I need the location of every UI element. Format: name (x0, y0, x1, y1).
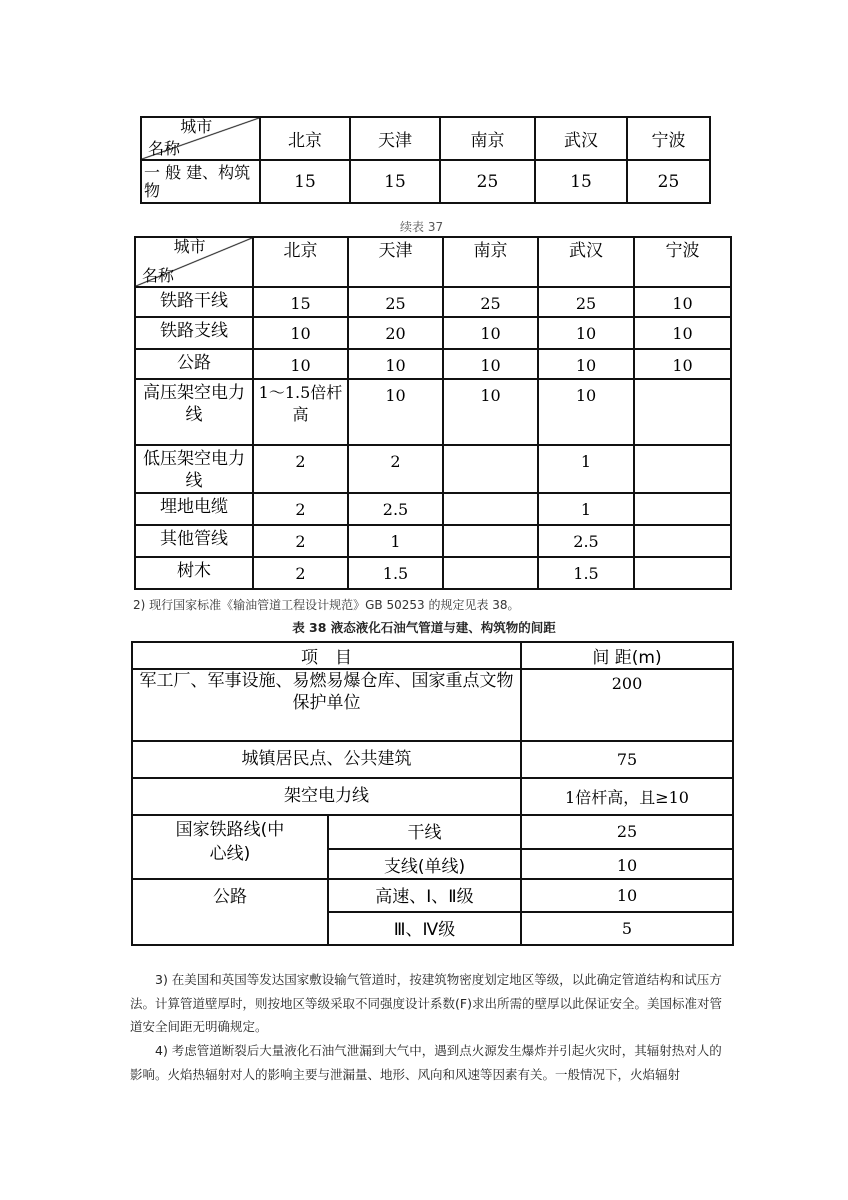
table-cell: 75 (521, 741, 733, 778)
table-cell: 10 (348, 379, 443, 445)
table-cell: 10 (538, 349, 634, 379)
header-corner-bottom: 名称 (142, 266, 175, 285)
row-label: 低压架空电力线 (135, 445, 253, 493)
row-label: 干线 (328, 815, 521, 849)
table-cell: 200 (521, 669, 733, 741)
city-header: 天津 (348, 237, 443, 287)
note-2: 2) 现行国家标准《输油管道工程设计规范》GB 50253 的规定见表 38。 (133, 598, 520, 612)
table-cell: 10 (253, 317, 348, 349)
table-cell: 10 (253, 349, 348, 379)
table-cell: 2 (253, 445, 348, 493)
table-cell: 15 (535, 160, 627, 203)
row-label: 一 般 建、构筑物 (141, 160, 260, 203)
table-caption-continued: 续表 37 (400, 220, 444, 234)
city-header: 南京 (443, 237, 538, 287)
city-header: 南京 (440, 117, 535, 160)
table-cell (443, 445, 538, 493)
city-header: 宁波 (634, 237, 731, 287)
table-cell: 25 (440, 160, 535, 203)
header-corner-bottom: 名称 (148, 139, 181, 158)
row-label: 其他管线 (135, 525, 253, 557)
table-cell: 1.5 (348, 557, 443, 589)
row-label: 高压架空电力线 (135, 379, 253, 445)
table-cell: 2.5 (538, 525, 634, 557)
table-cell (634, 493, 731, 525)
column-header-distance: 间 距(m) (521, 642, 733, 669)
paragraph-3: 3) 在美国和英国等发达国家敷设输气管道时，按建筑物密度划定地区等级，以此确定管道结构和试压方法。计算管道壁厚时，则按地区等级采取不同强度设计系数(F)求出所需的壁厚以此保证安全。美国标准对管道安全间距无明确规定。 (130, 972, 722, 1034)
row-label: 埋地电缆 (135, 493, 253, 525)
row-label: 铁路支线 (135, 317, 253, 349)
table-cell: 15 (253, 287, 348, 317)
table-cell (443, 525, 538, 557)
table-cell: 10 (443, 379, 538, 445)
table-cell: 1倍杆高，且≥10 (521, 778, 733, 815)
city-header: 宁波 (627, 117, 710, 160)
table-cell: 10 (521, 879, 733, 912)
table-cell (443, 493, 538, 525)
city-header: 武汉 (538, 237, 634, 287)
table-cell: 2 (348, 445, 443, 493)
row-label: 铁路干线 (135, 287, 253, 317)
row-label: 军工厂、军事设施、易燃易爆仓库、国家重点文物保护单位 (132, 669, 521, 741)
paragraph-4: 4) 考虑管道断裂后大量液化石油气泄漏到大气中，遇到点火源发生爆炸并引起火灾时，其辐射热对人的影响。火焰热辐射对人的影响主要与泄漏量、地形、风向和风速等因素有关。一般情况下，火焰辐射 (130, 1043, 722, 1082)
row-label: 架空电力线 (132, 778, 521, 815)
table-37-continued (134, 236, 732, 590)
table-cell: 1 (538, 493, 634, 525)
table-38-title: 表 38 液态液化石油气管道与建、构筑物的间距 (292, 620, 556, 635)
table-cell (443, 557, 538, 589)
column-header-item: 项 目 (132, 642, 521, 669)
table-cell: 2 (253, 525, 348, 557)
table-cell: 25 (348, 287, 443, 317)
table-38 (131, 641, 734, 946)
table-cell: 2 (253, 557, 348, 589)
table-cell: 1 (348, 525, 443, 557)
table-37-top (140, 116, 711, 204)
header-corner-top: 城市 (180, 117, 213, 136)
table-cell: 10 (521, 849, 733, 879)
table-cell: 2 (253, 493, 348, 525)
row-label: 城镇居民点、公共建筑 (132, 741, 521, 778)
table-cell: 10 (634, 287, 731, 317)
table-cell: 25 (627, 160, 710, 203)
table-cell: 10 (538, 317, 634, 349)
table-cell: 25 (538, 287, 634, 317)
table-cell: 1.5 (538, 557, 634, 589)
row-label: 公路 (135, 349, 253, 379)
row-label: Ⅲ、Ⅳ级 (328, 912, 521, 945)
city-header: 天津 (350, 117, 440, 160)
table-cell (634, 445, 731, 493)
row-label: 高速、Ⅰ、Ⅱ级 (328, 879, 521, 912)
table-cell: 10 (634, 317, 731, 349)
table-cell: 10 (538, 379, 634, 445)
table-cell: 10 (443, 349, 538, 379)
table-cell: 1 (538, 445, 634, 493)
table-cell: 10 (348, 349, 443, 379)
table-cell: 2.5 (348, 493, 443, 525)
table-cell (634, 557, 731, 589)
table-cell: 10 (443, 317, 538, 349)
row-label: 支线(单线) (328, 849, 521, 879)
row-label: 树木 (135, 557, 253, 589)
table-cell: 25 (443, 287, 538, 317)
header-corner-cell (135, 237, 253, 287)
table-cell: 20 (348, 317, 443, 349)
table-cell: 5 (521, 912, 733, 945)
city-header: 北京 (260, 117, 350, 160)
header-corner-top: 城市 (173, 237, 206, 256)
table-cell (634, 525, 731, 557)
row-label: 公路 (132, 879, 328, 945)
table-cell: 15 (260, 160, 350, 203)
railway-label: 国家铁路线(中心线) (175, 820, 285, 864)
table-cell: 1～1.5倍杆高 (253, 379, 348, 445)
table-cell: 10 (634, 349, 731, 379)
city-header: 武汉 (535, 117, 627, 160)
table-cell: 25 (521, 815, 733, 849)
row-label (132, 815, 328, 879)
city-header: 北京 (253, 237, 348, 287)
table-cell (634, 379, 731, 445)
header-corner-cell (141, 117, 260, 160)
table-cell: 15 (350, 160, 440, 203)
